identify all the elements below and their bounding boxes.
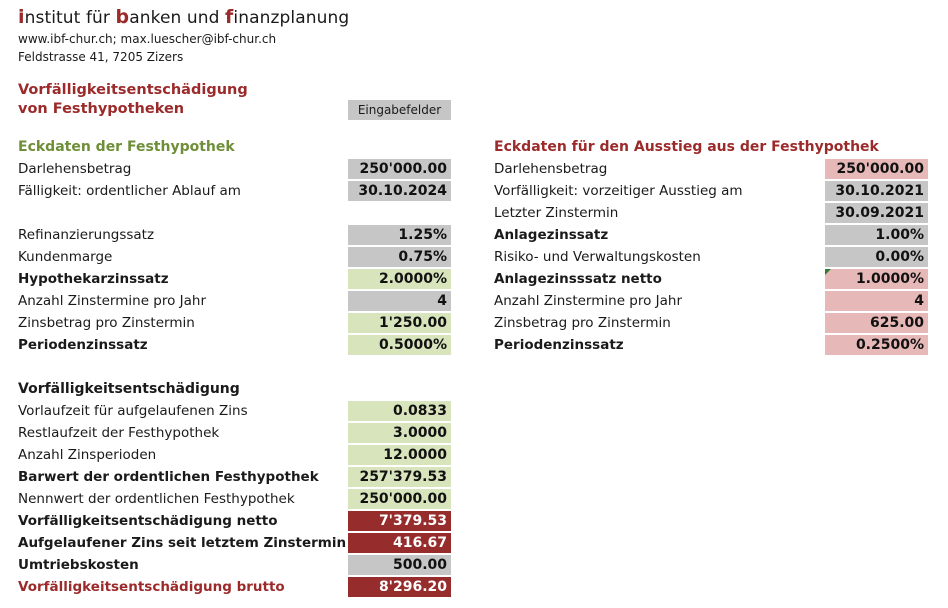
title-text: inanzplanung — [233, 8, 350, 28]
institute-title — [18, 6, 349, 28]
title-initial-letter: b — [115, 6, 130, 28]
left-row-value-cell[interactable]: 0.75% — [348, 247, 451, 267]
title-text: nstitut für — [24, 8, 116, 28]
calc-row-label: Restlaufzeit der Festhypothek — [18, 425, 220, 441]
address-line: Feldstrasse 41, 7205 Zizers — [18, 50, 184, 64]
calc-row-label: Anzahl Zinsperioden — [18, 447, 157, 463]
right-row-value-cell: 0.2500% — [825, 335, 928, 355]
title-initial-letter: i — [18, 6, 25, 28]
title-text: anken und — [129, 8, 226, 28]
right-row-value-cell: 250'000.00 — [825, 159, 928, 179]
left-row-label: Refinanzierungssatz — [18, 227, 155, 243]
calc-row-value-cell: 0.0833 — [348, 401, 451, 421]
left-row-label: Hypothekarzinssatz — [18, 271, 169, 287]
left-row-value-cell[interactable]: 250'000.00 — [348, 159, 451, 179]
right-row-label: Anlagezinssatz — [494, 227, 609, 243]
input-fields-legend: Eingabefelder — [348, 100, 451, 120]
right-row-label: Vorfälligkeit: vorzeitiger Ausstieg am — [494, 183, 743, 199]
right-row-value-cell[interactable]: 1.00% — [825, 225, 928, 245]
right-row-label: Anzahl Zinstermine pro Jahr — [494, 293, 683, 309]
calc-row-label: Vorfälligkeitsentschädigung netto — [18, 513, 278, 529]
calc-row-label: Umtriebskosten — [18, 557, 139, 573]
right-row-value-cell: 4 — [825, 291, 928, 311]
calc-row-label: Barwert der ordentlichen Festhypothek — [18, 469, 319, 485]
calc-row-label: Vorlaufzeit für aufgelaufenen Zins — [18, 403, 248, 419]
contact-line: www.ibf-chur.ch; max.luescher@ibf-chur.ch — [18, 32, 277, 46]
right-row-value-cell[interactable]: 0.00% — [825, 247, 928, 267]
calc-row-value-cell[interactable]: 500.00 — [348, 555, 451, 575]
left-row-value-cell: 0.5000% — [348, 335, 451, 355]
right-row-value-cell: 625.00 — [825, 313, 928, 333]
calc-row-value-cell: 3.0000 — [348, 423, 451, 443]
right-row-label: Zinsbetrag pro Zinstermin — [494, 315, 671, 331]
right-row-label: Anlagezinsssatz netto — [494, 271, 662, 287]
left-row-value-cell: 2.0000% — [348, 269, 451, 289]
title-initial-letter: f — [225, 6, 234, 28]
doc-title-line1: Vorfälligkeitsentschädigung — [18, 82, 248, 98]
calc-row-value-cell: 250'000.00 — [348, 489, 451, 509]
calc-row-value-cell: 8'296.20 — [348, 577, 451, 597]
left-row-label: Darlehensbetrag — [18, 161, 132, 177]
left-row-value-cell[interactable]: 30.10.2024 — [348, 181, 451, 201]
left-row-value-cell: 1'250.00 — [348, 313, 451, 333]
right-row-value-cell[interactable]: 30.09.2021 — [825, 203, 928, 223]
calc-row-value-cell: 257'379.53 — [348, 467, 451, 487]
left-row-label: Fälligkeit: ordentlicher Ablauf am — [18, 183, 241, 199]
right-row-label: Letzter Zinstermin — [494, 205, 619, 221]
right-row-value-cell[interactable]: 30.10.2021 — [825, 181, 928, 201]
calc-row-label: Nennwert der ordentlichen Festhypothek — [18, 491, 295, 507]
left-row-label: Zinsbetrag pro Zinstermin — [18, 315, 195, 331]
left-row-value-cell[interactable]: 4 — [348, 291, 451, 311]
left-section-heading: Eckdaten der Festhypothek — [18, 139, 235, 155]
calc-row-label: Aufgelaufener Zins seit letztem Zinstermin — [18, 535, 347, 551]
left-row-label: Anzahl Zinstermine pro Jahr — [18, 293, 207, 309]
calc-row-label: Vorfälligkeitsentschädigung brutto — [18, 579, 285, 595]
right-row-label: Darlehensbetrag — [494, 161, 608, 177]
left-row-label: Periodenzinssatz — [18, 337, 148, 353]
right-row-label: Risiko- und Verwaltungskosten — [494, 249, 701, 265]
right-row-value-cell: 1.0000% — [825, 269, 928, 289]
calc-section-heading: Vorfälligkeitsentschädigung — [18, 381, 240, 397]
doc-title-line2: von Festhypotheken — [18, 101, 185, 117]
comment-marker-icon[interactable] — [825, 269, 831, 275]
left-row-label: Kundenmarge — [18, 249, 113, 265]
left-row-value-cell[interactable]: 1.25% — [348, 225, 451, 245]
right-section-heading: Eckdaten für den Ausstieg aus der Festhypothek — [494, 139, 879, 155]
calc-row-value-cell: 416.67 — [348, 533, 451, 553]
calc-row-value-cell: 7'379.53 — [348, 511, 451, 531]
right-row-label: Periodenzinssatz — [494, 337, 624, 353]
calc-row-value-cell: 12.0000 — [348, 445, 451, 465]
